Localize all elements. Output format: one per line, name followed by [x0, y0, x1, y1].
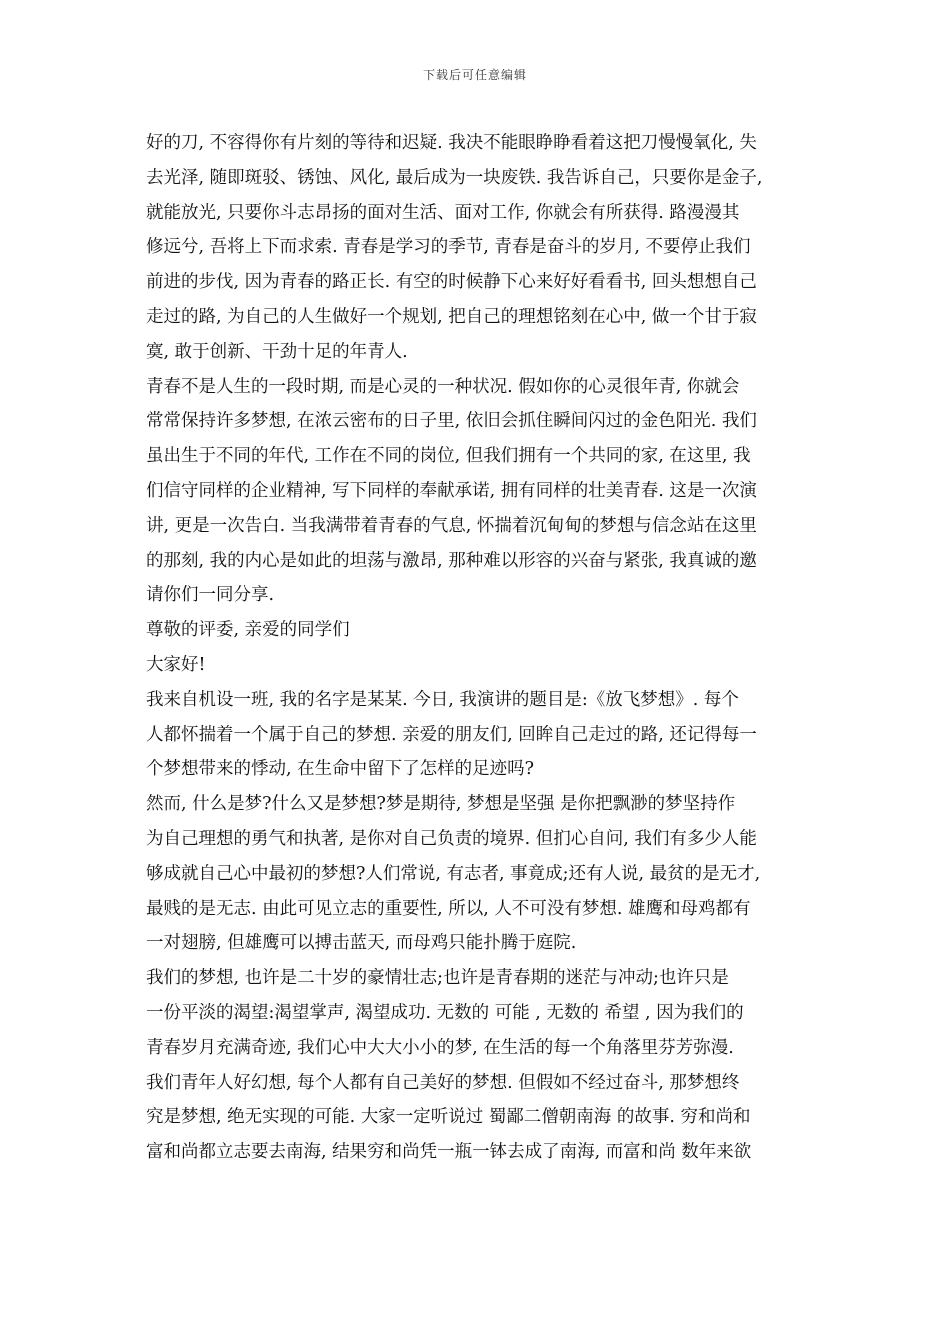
text-line: 究是梦想, 绝无实现的可能. 大家一定听说过 蜀鄙二僧朝南海 的故事. 穷和尚和 — [146, 1107, 751, 1128]
text-line: 修远兮, 吾将上下而求索. 青春是学习的季节, 青春是奋斗的岁月, 不要停止我们 — [146, 237, 751, 258]
text-line: 去光泽, 随即斑驳、锈蚀、风化, 最后成为一块废铁. 我告诉自己，只要你是金子, — [146, 167, 763, 188]
text-line: 为自己理想的勇气和执著, 是你对自己负责的境界. 但扪心自问, 我们有多少人能 — [146, 828, 757, 849]
text-line: 我们的梦想, 也许是二十岁的豪情壮志;也许是青春期的迷茫与冲动;也许只是 — [146, 968, 729, 989]
text-line: 个梦想带来的悸动, 在生命中留下了怎样的足迹吗? — [146, 759, 535, 780]
text-line: 请你们一同分享. — [146, 585, 275, 606]
body-text — [146, 126, 816, 1170]
text-line: 青春岁月充满奇迹, 我们心中大大小小的梦, 在生活的每一个角落里芬芳弥漫. — [146, 1037, 734, 1058]
text-line: 人都怀揣着一个属于自己的梦想. 亲爱的朋友们, 回眸自己走过的路, 还记得每一 — [146, 724, 757, 745]
text-line: 虽出生于不同的年代, 工作在不同的岗位, 但我们拥有一个共同的家, 在这里, 我 — [146, 446, 751, 467]
text-line: 尊敬的评委, 亲爱的同学们 — [146, 620, 350, 641]
text-line: 最贱的是无志. 由此可见立志的重要性, 所以, 人不可没有梦想. 雄鹰和母鸡都有 — [146, 898, 751, 919]
text-line: 青春不是人生的一段时期, 而是心灵的一种状况. 假如你的心灵很年青, 你就会 — [146, 376, 740, 397]
text-line: 讲, 更是一次告白. 当我满带着青春的气息, 怀揣着沉甸甸的梦想与信念站在这里 — [146, 515, 757, 536]
text-line: 们信守同样的企业精神, 写下同样的奉献承诺, 拥有同样的壮美青春. 这是一次演 — [146, 480, 757, 501]
text-line: 富和尚都立志要去南海, 结果穷和尚凭一瓶一钵去成了南海, 而富和尚 数年来欲 — [146, 1142, 752, 1163]
text-line: 好的刀, 不容得你有片刻的等待和迟疑. 我决不能眼睁睁看着这把刀慢慢氧化, 失 — [146, 133, 757, 153]
text-line: 一份平淡的渴望:渴望掌声, 渴望成功. 无数的 可能 , 无数的 希望 , 因为我们的 — [146, 1002, 744, 1023]
text-line: 寞, 敢于创新、干劲十足的年青人. — [146, 341, 408, 362]
text-line: 常常保持许多梦想, 在浓云密布的日子里, 依旧会抓住瞬间闪过的金色阳光. 我们 — [146, 411, 757, 432]
text-line: 然而, 什么是梦?什么又是梦想?梦是期待, 梦想是坚强 是你把飘渺的梦坚持作 — [146, 794, 736, 815]
text-line: 够成就自己心中最初的梦想?人们常说, 有志者, 事竟成;还有人说, 最贫的是无才, — [146, 863, 761, 884]
text-line: 走过的路, 为自己的人生做好一个规划, 把自己的理想铭刻在心中, 做一个甘于寂 — [146, 306, 757, 327]
text-line: 一对翅膀, 但雄鹰可以搏击蓝天, 而母鸡只能扑腾于庭院. — [146, 933, 577, 954]
header-note: 下载后可任意编辑 — [422, 68, 527, 82]
text-line: 前进的步伐, 因为青春的路正长. 有空的时候静下心来好好看看书, 回头想想自己 — [146, 272, 757, 293]
text-line: 的那刻, 我的内心是如此的坦荡与激昂, 那种难以形容的兴奋与紧张, 我真诚的邀 — [146, 550, 757, 571]
text-line: 大家好! — [146, 654, 206, 675]
text-line: 我来自机设一班, 我的名字是某某. 今日, 我演讲的题目是:《放飞梦想》. 每个 — [146, 689, 739, 710]
text-line: 我们青年人好幻想, 每个人都有自己美好的梦想. 但假如不经过奋斗, 那梦想终 — [146, 1072, 740, 1093]
text-line: 就能放光, 只要你斗志昂扬的面对生活、面对工作, 你就会有所获得. 路漫漫其 — [146, 202, 740, 223]
